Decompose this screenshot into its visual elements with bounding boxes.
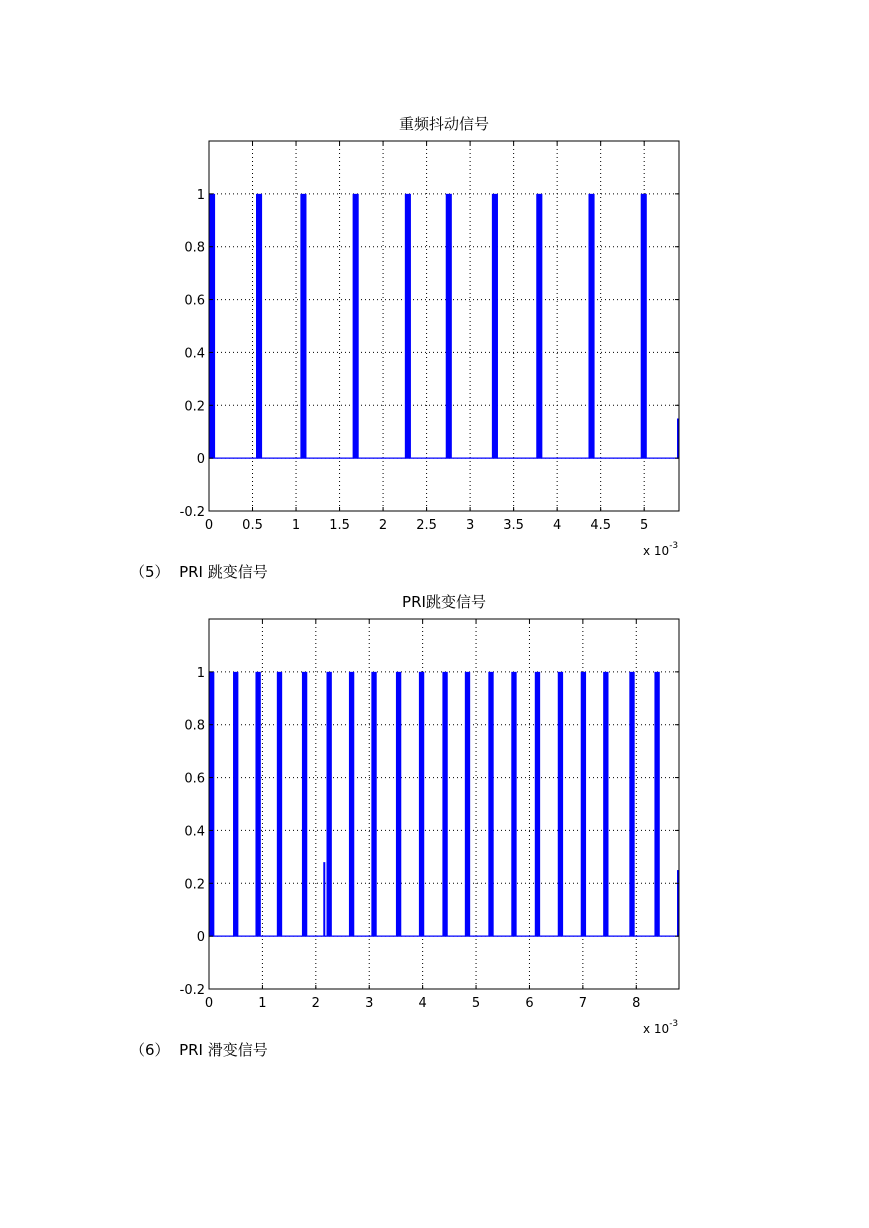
x-tick-label: 0 [204, 518, 214, 533]
x-axis-power: -3 [669, 1019, 679, 1029]
x-tick-label: 3 [465, 518, 475, 533]
x-tick-label: 2.5 [416, 518, 437, 533]
pulse-bar [536, 194, 542, 458]
pulse-bar [558, 672, 563, 936]
pulse-bar [588, 194, 594, 458]
pulse-bar [396, 672, 401, 936]
x-tick-label: 8 [632, 996, 641, 1011]
y-tick-label: 1 [196, 187, 205, 203]
pulse-bar [277, 672, 282, 936]
y-tick-label: -0.2 [179, 983, 205, 998]
caption-5-number: （5） [130, 563, 170, 581]
caption-section-5 [130, 563, 268, 581]
pulse-bar [446, 194, 452, 458]
chart-title: 重频抖动信号 [398, 115, 490, 133]
x-tick-label: 1 [291, 518, 301, 533]
pulse-bar [255, 672, 260, 936]
x-tick-label: 3 [365, 996, 374, 1011]
y-tick-label: 0 [196, 930, 205, 946]
y-tick-label: 0.4 [184, 346, 205, 362]
chart-pri-hopping [160, 586, 720, 1036]
pulse-bar [465, 672, 470, 936]
pulse-bar [581, 672, 586, 936]
pulse-bar [323, 862, 325, 936]
x-tick-label: 5 [471, 996, 481, 1011]
y-tick-label: 0 [196, 452, 205, 468]
y-tick-label: -0.2 [179, 505, 205, 520]
y-tick-label: 0.6 [184, 771, 205, 787]
y-tick-label: 0.8 [184, 718, 205, 734]
pulse-bar [405, 194, 411, 458]
x-tick-label: 1 [258, 996, 267, 1011]
pulse-bar [603, 672, 608, 936]
y-tick-label: 0.4 [184, 824, 205, 840]
y-tick-label: 0.8 [184, 240, 205, 256]
chart-prf-jitter-svg [160, 108, 720, 558]
pulse-bar [641, 194, 647, 458]
pulse-bar [327, 672, 332, 936]
caption-5-text: 跳变信号 [207, 563, 268, 581]
x-axis-power: -3 [669, 541, 679, 551]
y-tick-label: 1 [196, 665, 205, 681]
x-tick-label: 4.5 [590, 518, 612, 533]
chart-pri-hopping-svg [160, 586, 720, 1036]
x-axis-multiplier: x 10 [643, 1022, 670, 1036]
pulse-bar [419, 672, 424, 936]
pulse-bar [535, 672, 540, 936]
caption-5-abbr: PRI [179, 563, 203, 581]
x-tick-label: 2 [311, 996, 320, 1011]
x-tick-label: 6 [525, 996, 534, 1011]
pulse-bar [209, 672, 214, 936]
pulse-bar [654, 672, 659, 936]
x-axis-exponent [643, 1019, 678, 1036]
x-tick-label: 7 [578, 996, 588, 1011]
caption-6-abbr: PRI [179, 1041, 203, 1059]
x-tick-label: 3.5 [503, 518, 524, 533]
pulse-bar [488, 672, 493, 936]
x-tick-label: 5 [640, 518, 649, 533]
plot-area [209, 141, 679, 511]
pulse-bar [256, 194, 262, 458]
pulse-bar [302, 672, 307, 936]
pulse-bar [353, 194, 359, 458]
pulse-bar [371, 672, 376, 936]
pulse-bar [233, 672, 238, 936]
pulse-bar [300, 194, 306, 458]
y-tick-label: 0.2 [184, 877, 205, 893]
x-tick-label: 1.5 [329, 518, 350, 533]
y-tick-label: 0.6 [184, 293, 205, 309]
x-tick-label: 4 [553, 518, 562, 533]
caption-6-text: 滑变信号 [207, 1041, 268, 1059]
chart-title: PRI跳变信号 [402, 593, 486, 611]
pulse-bar [349, 672, 354, 936]
x-tick-label: 2 [378, 518, 388, 533]
y-tick-label: 0.2 [184, 399, 205, 415]
pulse-bar [442, 672, 447, 936]
pulse-bar [492, 194, 498, 458]
x-axis-exponent [643, 541, 678, 558]
x-axis-multiplier: x 10 [643, 544, 670, 558]
x-tick-label: 0 [204, 996, 214, 1011]
caption-6-number: （6） [130, 1041, 170, 1059]
pulse-bar [511, 672, 516, 936]
x-tick-label: 0.5 [242, 518, 263, 533]
pulse-bar [209, 194, 215, 458]
chart-prf-jitter [160, 108, 720, 558]
x-tick-label: 4 [418, 996, 427, 1011]
caption-section-6 [130, 1041, 268, 1059]
pulse-bar [629, 672, 634, 936]
